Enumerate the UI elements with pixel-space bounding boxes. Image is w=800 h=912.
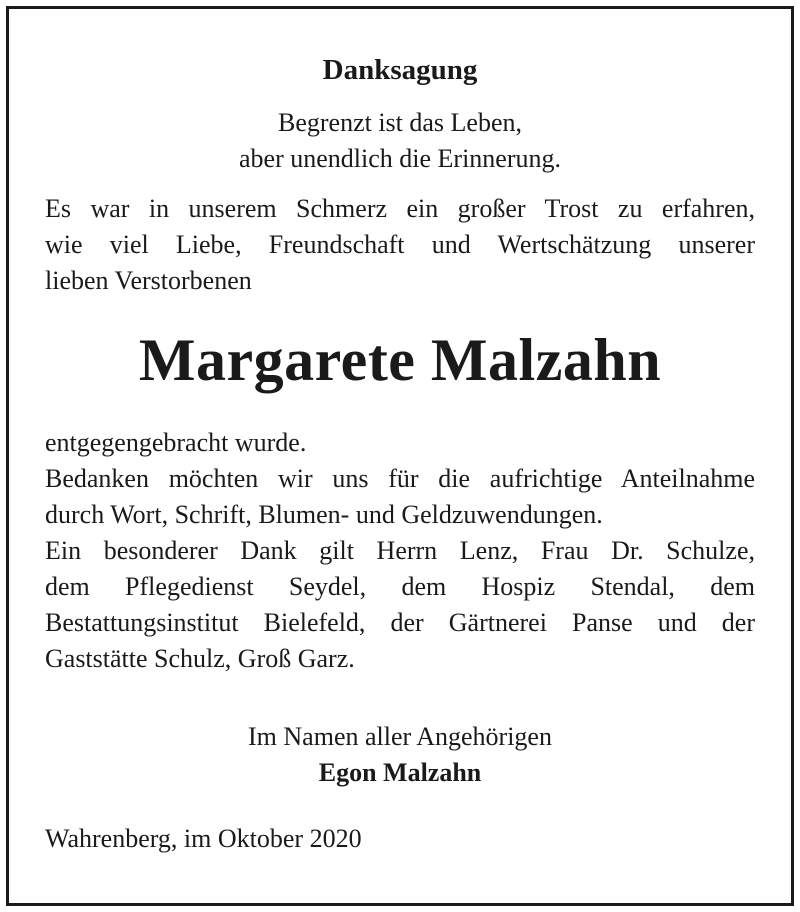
- body-line: Bedanken möchten wir uns für die aufrichtige Anteilnahme: [45, 464, 755, 493]
- motto-line: Begrenzt ist das Leben,: [277, 108, 523, 137]
- intro-line: wie viel Liebe, Freundschaft und Wertschätzung unserer: [45, 230, 755, 259]
- body-line: entgegengebracht wurde.: [45, 428, 307, 457]
- motto-line: aber unendlich die Erinnerung.: [239, 144, 561, 173]
- signature-block: [45, 719, 755, 791]
- notice-heading: Danksagung: [322, 54, 478, 86]
- body-paragraph: [45, 425, 755, 677]
- notice-content: [45, 53, 755, 857]
- body-line: Bestattungsinstitut Bielefeld, der Gärtnerei Panse und der: [45, 608, 755, 637]
- intro-line: lieben Verstorbenen: [45, 266, 252, 295]
- intro-line: Es war in unserem Schmerz ein großer Trost zu erfahren,: [45, 194, 755, 223]
- intro-paragraph: [45, 191, 755, 299]
- place-date: Wahrenberg, im Oktober 2020: [45, 824, 362, 853]
- motto: [45, 105, 755, 177]
- body-line: Ein besonderer Dank gilt Herrn Lenz, Frau Dr. Schulze,: [45, 536, 755, 565]
- notice-border: [6, 6, 794, 906]
- deceased-name: Margarete Malzahn: [138, 327, 662, 393]
- body-line: durch Wort, Schrift, Blumen- und Geldzuwendungen.: [45, 500, 603, 529]
- body-line: Gaststätte Schulz, Groß Garz.: [45, 644, 355, 673]
- body-line: dem Pflegedienst Seydel, dem Hospiz Stendal, dem: [45, 572, 755, 601]
- on-behalf-text: Im Namen aller Angehörigen: [248, 722, 552, 751]
- signer-name: Egon Malzahn: [318, 758, 482, 787]
